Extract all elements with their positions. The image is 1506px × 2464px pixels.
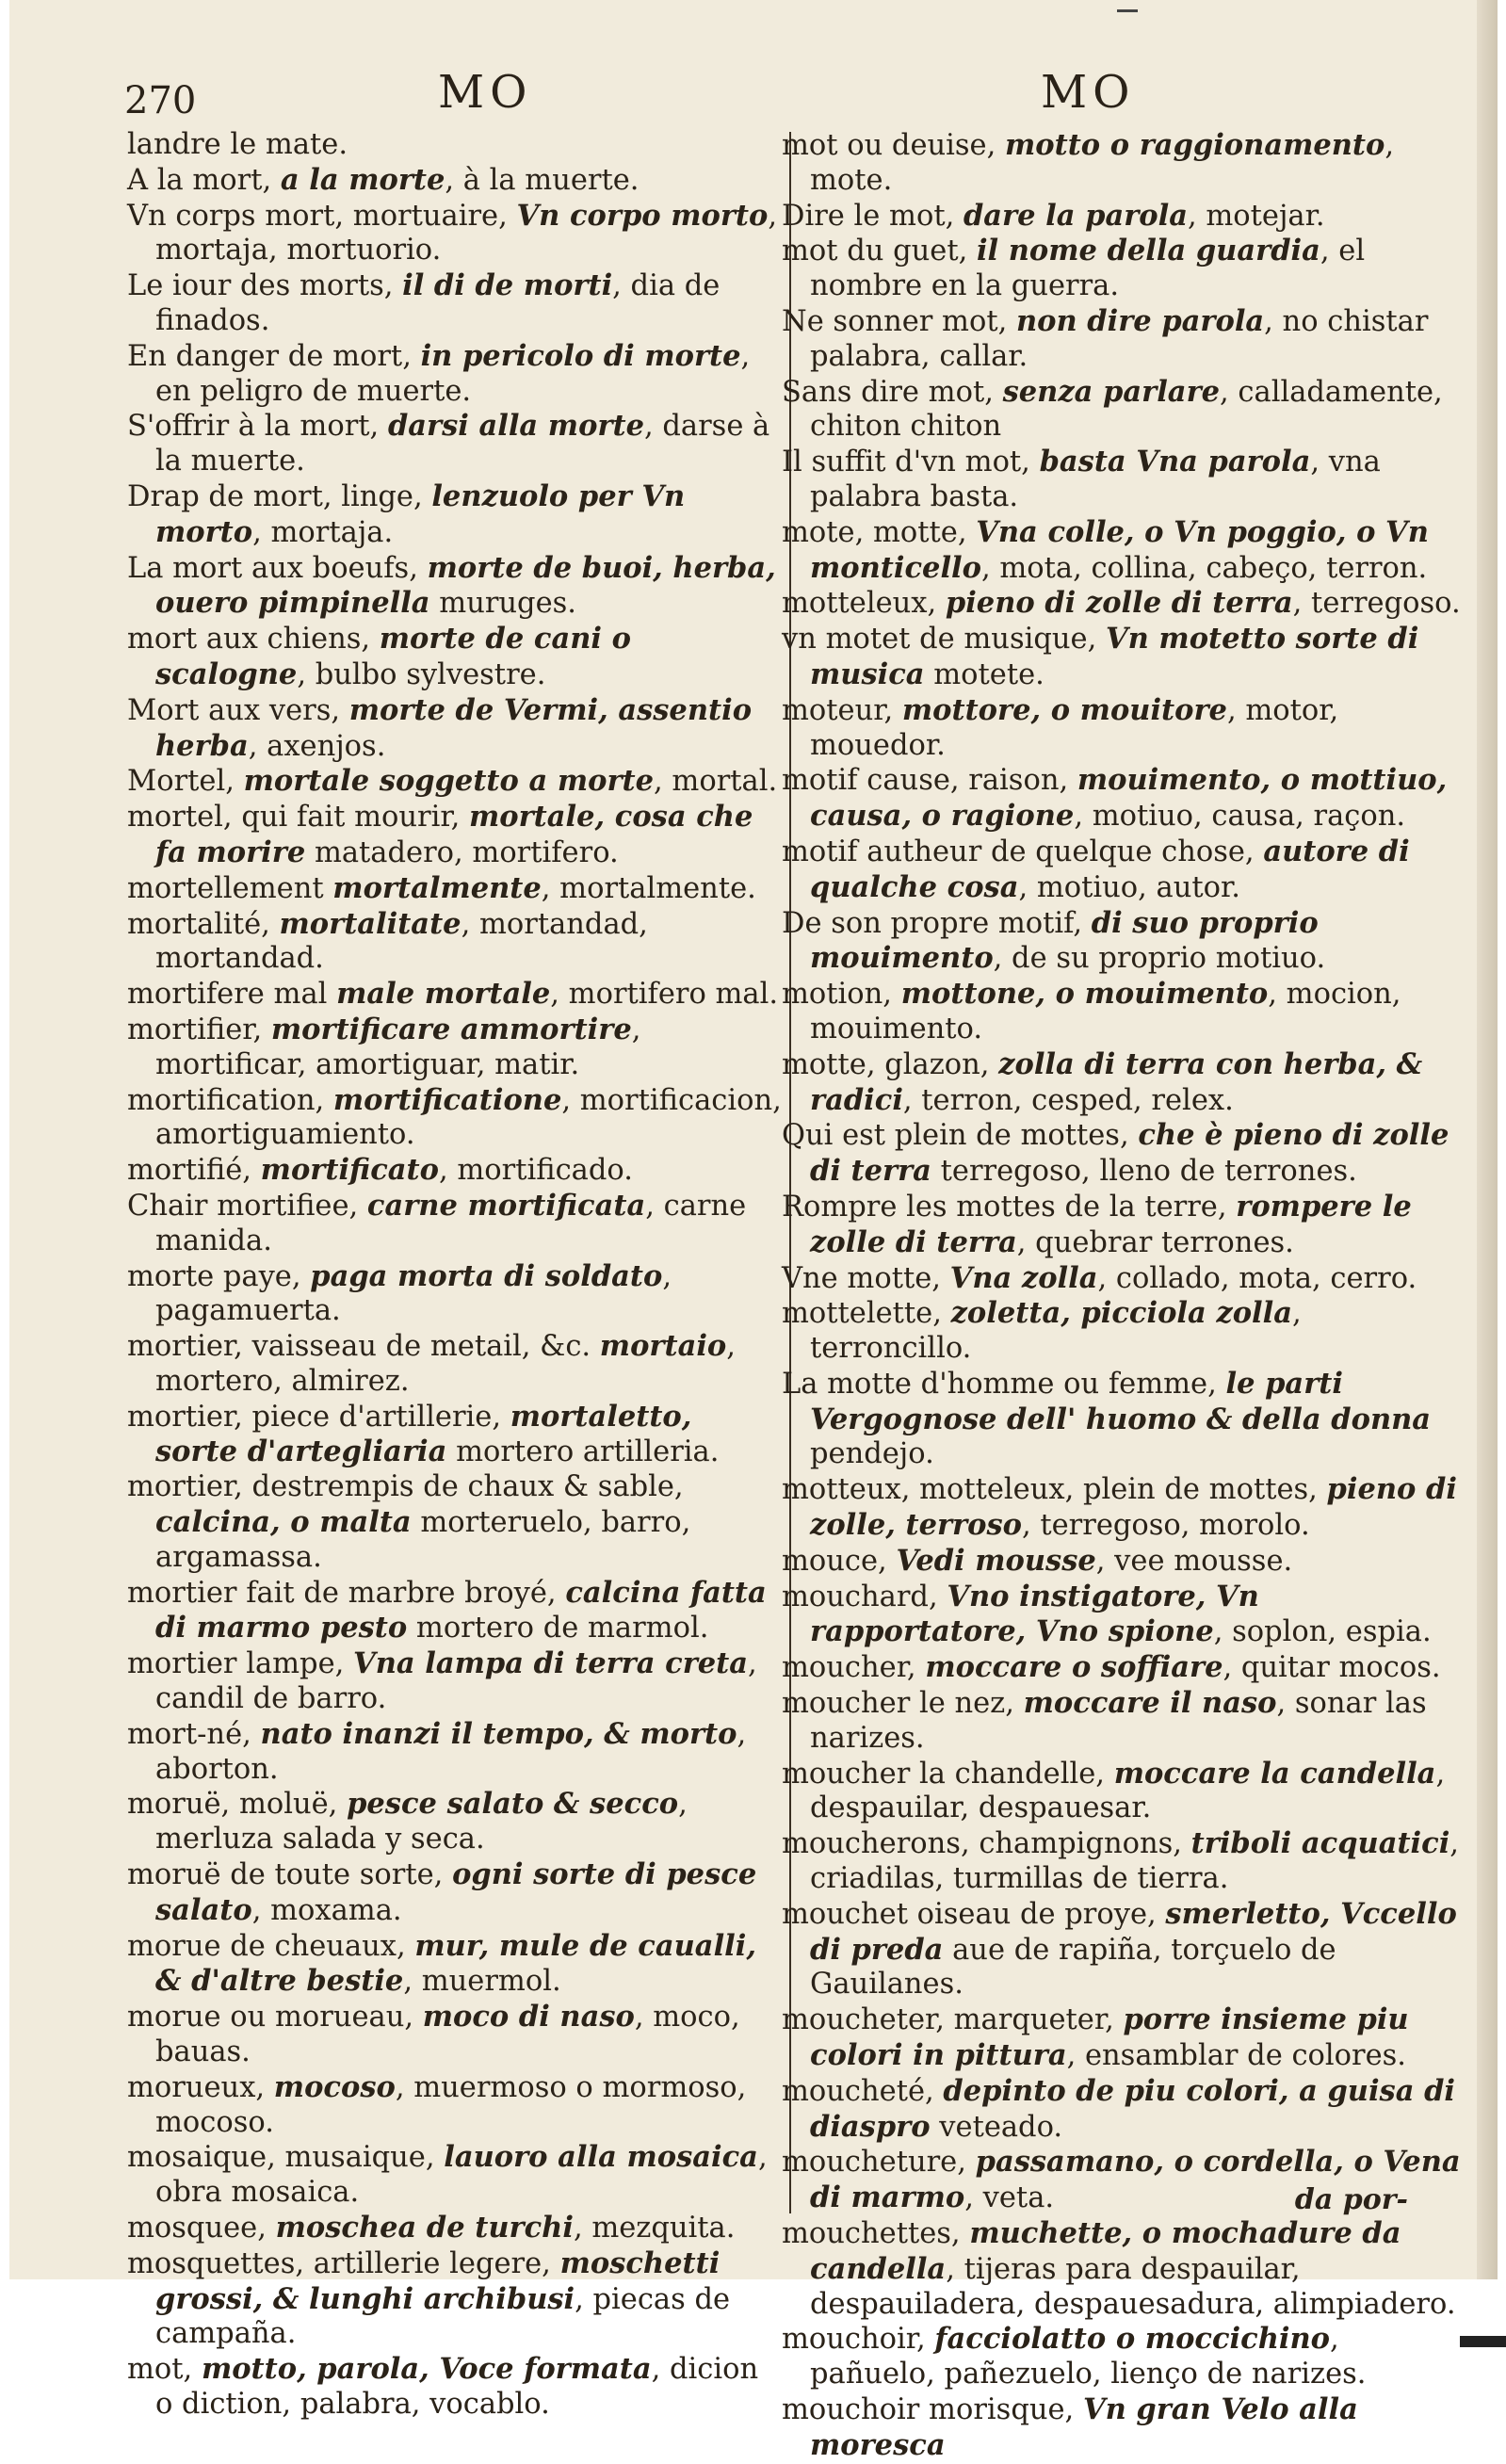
dictionary-entry: mote, motte, Vna colle, o Vn poggio, o Vn monticello, mota, collina, cabeço, terron.: [782, 514, 1429, 585]
dictionary-entry: mortification, mortificatione, mortificacion, amortiguamiento.: [127, 1082, 782, 1152]
dictionary-entry: motte, glazon, zolla di terra con herba, & radici, terron, cesped, relex.: [782, 1046, 1423, 1117]
dictionary-entry: mortifié, mortificato, mortificado.: [127, 1153, 633, 1188]
dictionary-entry: moucher la chandelle, moccare la candella, despauilar, despauesar.: [782, 1756, 1446, 1825]
dictionary-entry: Vn corps mort, mortuaire, Vn corpo morto, mortaja, mortuorio.: [127, 198, 778, 267]
dictionary-entry: Sans dire mot, senza parlare, calladamente, chiton chiton: [782, 374, 1443, 444]
dictionary-entry: moucheté, depinto de piu colori, a guisa di diaspro veteado.: [782, 2073, 1456, 2144]
scan-edge-mark: [1460, 2336, 1506, 2347]
page-edge-shadow: [1477, 0, 1498, 2279]
dictionary-entry: Ne sonner mot, non dire parola, no chistar palabra, callar.: [782, 303, 1429, 373]
page-number: 270: [124, 79, 197, 122]
dictionary-entry: Drap de mort, linge, lenzuolo per Vn morto, mortaja.: [127, 478, 686, 549]
dictionary-entry: mouchoir, facciolatto o moccichino, pañuelo, pañezuelo, lienço de narizes.: [782, 2322, 1367, 2391]
dictionary-entry: moucheture, passamano, o cordella, o Vena di marmo, veta.: [782, 2145, 1461, 2215]
dictionary-entry: mort aux chiens, morte de cani o scalogne, bulbo sylvestre.: [127, 622, 631, 691]
dictionary-entry: mortifier, mortificare ammortire, mortificar, amortiguar, matir.: [127, 1012, 641, 1081]
dictionary-entry: Mort aux vers, morte de Vermi, assentio herba, axenjos.: [127, 692, 753, 763]
dictionary-entry: A la mort, a la morte, à la muerte.: [127, 162, 640, 197]
dictionary-entry: motif autheur de quelque chose, autore di qualche cosa, motiuo, autor.: [782, 834, 1410, 904]
dictionary-entry: morue ou morueau, moco di naso, moco, bauas.: [127, 2000, 740, 2069]
dictionary-entry: motion, mottone, o mouimento, mocion, mouimento.: [782, 977, 1401, 1046]
dictionary-entry: motteleux, pieno di zolle di terra, terregoso.: [782, 586, 1461, 621]
dictionary-entry: moucher, moccare o soffiare, quitar mocos.: [782, 1650, 1441, 1685]
dictionary-entry: mortellement mortalmente, mortalmente.: [127, 870, 756, 905]
dictionary-entry: moruë, moluë, pesce salato & secco, merluza salada y seca.: [127, 1787, 688, 1856]
dictionary-entry: mouchettes, muchette, o mochadure da candella, tijeras para despauilar, despauiladera, despauesadura, alimpiadero.: [782, 2216, 1456, 2321]
dictionary-entry: mortier, destrempis de chaux & sable, calcina, o malta morteruelo, barro, argamassa.: [127, 1470, 691, 1574]
dictionary-entry: mortier fait de marbre broyé, calcina fatta di marmo pesto mortero de marmol.: [127, 1575, 767, 1645]
dictionary-entry: moteur, mottore, o mouitore, motor, mouedor.: [782, 692, 1339, 762]
running-head-right: MO: [1041, 66, 1136, 119]
dictionary-entry: vn motet de musique, Vn motetto sorte di musica motete.: [782, 622, 1419, 691]
dictionary-entry: landre le mate.: [127, 128, 348, 161]
dictionary-entry: morte paye, paga morta di soldato, pagamuerta.: [127, 1258, 672, 1328]
dictionary-entry: mouce, Vedi mousse, vee mousse.: [782, 1543, 1293, 1578]
dictionary-entry: De son propre motif, di suo proprio mouimento, de su proprio motiuo.: [782, 905, 1326, 976]
dictionary-entry: moucheter, marqueter, porre insieme piu colori in pittura, ensamblar de colores.: [782, 2002, 1409, 2073]
dictionary-entry: mosaique, musaique, lauoro alla mosaica, obra mosaica.: [127, 2140, 768, 2210]
dictionary-entry: mortier lampe, Vna lampa di terra creta, candil de barro.: [127, 1646, 757, 1716]
dictionary-entry: Il suffit d'vn mot, basta Vna parola, vna palabra basta.: [782, 445, 1381, 513]
dictionary-entry: motif cause, raison, mouimento, o mottiuo, causa, o ragione, motiuo, causa, raçon.: [782, 763, 1448, 834]
dictionary-entry: Dire le mot, dare la parola, motejar.: [782, 198, 1325, 233]
top-tick-mark: [1117, 9, 1138, 12]
dictionary-entry: morueux, mocoso, muermoso o mormoso, mocoso.: [127, 2069, 747, 2139]
catchword: da por-: [1294, 2183, 1408, 2216]
dictionary-entry: Rompre les mottes de la terre, rompere le zolle di terra, quebrar terrones.: [782, 1189, 1412, 1259]
dictionary-entry: mort-né, nato inanzi il tempo, & morto, aborton.: [127, 1716, 747, 1786]
dictionary-page: [9, 0, 1498, 2462]
dictionary-entry: mortifere mal male mortale, mortifero mal.: [127, 977, 779, 1012]
dictionary-entry: mortier, vaisseau de metail, &c. mortaio, mortero, almirez.: [127, 1329, 736, 1398]
dictionary-entry: mosquettes, artillerie legere, moschetti grossi, & lunghi archibusi, piecas de campaña.: [127, 2245, 731, 2351]
dictionary-entry: S'offrir à la mort, darsi alla morte, darse à la muerte.: [127, 409, 770, 478]
left-column: [127, 128, 782, 2423]
dictionary-entry: moucherons, champignons, triboli acquatici, criadilas, turmillas de tierra.: [782, 1826, 1459, 1896]
dictionary-entry: Le iour des morts, il di de morti, dia de finados.: [127, 268, 721, 337]
dictionary-entry: mortier, piece d'artillerie, mortaletto, sorte d'artegliaria mortero artilleria.: [127, 1399, 720, 1469]
dictionary-entry: Chair mortifiee, carne mortificata, carne manida.: [127, 1188, 747, 1257]
dictionary-entry: mouchard, Vno instigatore, Vn rapportatore, Vno spione, soplon, espia.: [782, 1579, 1432, 1649]
dictionary-entry: Mortel, mortale soggetto a morte, mortal.: [127, 764, 778, 799]
dictionary-entry: mosquee, moschea de turchi, mezquita.: [127, 2211, 736, 2245]
dictionary-entry: Qui est plein de mottes, che è pieno di zolle di terra terregoso, lleno de terrones.: [782, 1118, 1449, 1189]
dictionary-entry: moucher le nez, moccare il naso, sonar las narizes.: [782, 1686, 1427, 1755]
dictionary-entry: morue de cheuaux, mur, mule de caualli, & d'altre bestie, muermol.: [127, 1928, 756, 1999]
dictionary-entry: mouchoir morisque, Vn gran Velo alla moresca: [782, 2392, 1358, 2462]
dictionary-entry: La motte d'homme ou femme, le parti Vergognose dell' huomo & della donna pendejo.: [782, 1366, 1432, 1471]
dictionary-entry: La mort aux boeufs, morte de buoi, herba, ouero pimpinella muruges.: [127, 550, 776, 621]
dictionary-entry: moruë de toute sorte, ogni sorte di pesce salato, moxama.: [127, 1857, 757, 1927]
dictionary-entry: Vne motte, Vna zolla, collado, mota, cerro.: [782, 1260, 1417, 1295]
dictionary-entry: mot du guet, il nome della guardia, el nombre en la guerra.: [782, 234, 1366, 303]
dictionary-entry: mortel, qui fait mourir, mortale, cosa che fa morire matadero, mortifero.: [127, 800, 753, 869]
running-head-left: MO: [438, 66, 533, 119]
dictionary-entry: mortalité, mortalitate, mortandad, mortandad.: [127, 906, 648, 976]
dictionary-entry: motteux, motteleux, plein de mottes, pieno di zolle, terroso, terregoso, morolo.: [782, 1472, 1457, 1543]
dictionary-entry: mot, motto, parola, Voce formata, dicion o diction, palabra, vocablo.: [127, 2352, 759, 2421]
dictionary-entry: mottelette, zoletta, picciola zolla, terroncillo.: [782, 1296, 1302, 1366]
dictionary-entry: mouchet oiseau de proye, smerletto, Vccello di preda aue de rapiña, torçuelo de Gauilanes.: [782, 1896, 1457, 2002]
page-header: [9, 58, 1498, 122]
right-column: [782, 128, 1469, 2464]
dictionary-entry: En danger de mort, in pericolo di morte, en peligro de muerte.: [127, 338, 751, 408]
dictionary-entry: mot ou deuise, motto o raggionamento, mote.: [782, 128, 1395, 197]
